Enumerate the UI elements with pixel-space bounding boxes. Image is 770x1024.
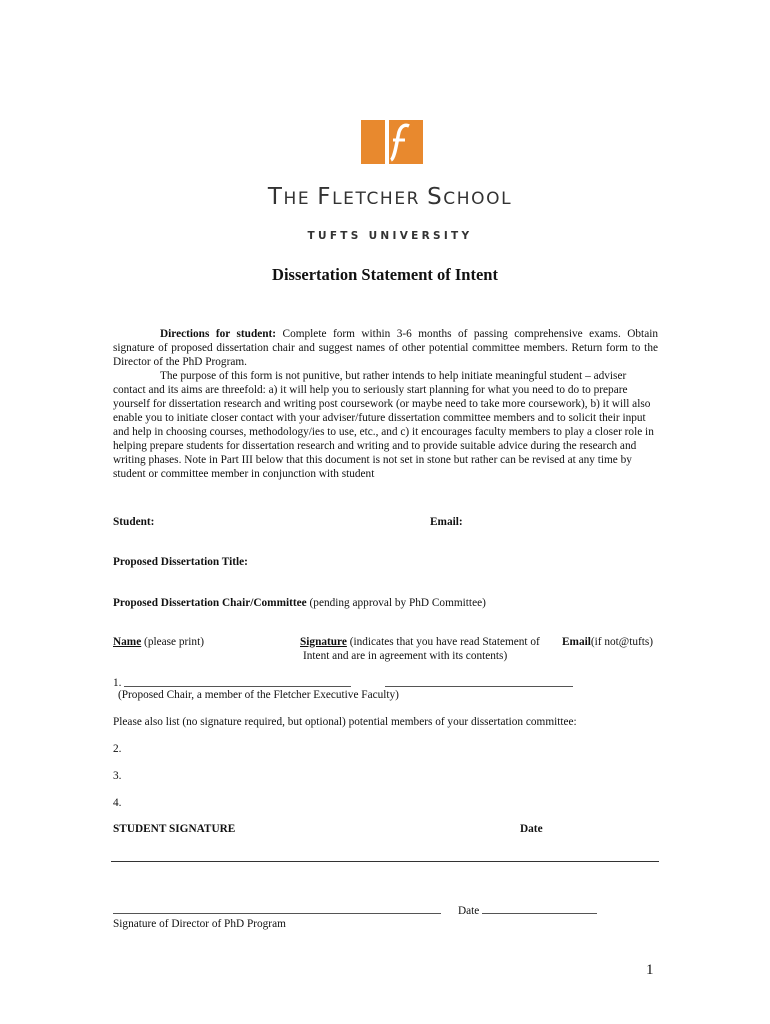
- director-date-line[interactable]: [482, 913, 597, 914]
- fletcher-logo-icon: [361, 120, 423, 164]
- signature-column-header: Signature (indicates that you have read Statement of: [300, 636, 540, 648]
- also-list-instruction: Please also list (no signature required, but optional) potential members of your dissertation committee:: [113, 716, 577, 728]
- signature-column-note: Intent and are in agreement with its contents): [303, 650, 508, 662]
- director-date-label: Date: [458, 905, 480, 917]
- university-name: TUFTS UNIVERSITY: [307, 230, 473, 242]
- school-name: THE FLETCHER SCHOOL: [267, 184, 513, 210]
- name-column-header: Name (please print): [113, 636, 204, 648]
- page-number: 1: [646, 962, 654, 978]
- directions-paragraph: Directions for student: Complete form within 3-6 months of passing comprehensive exams. Obtain signature of proposed dissertation chair and suggest names of other potential committee members. Return form to the Director of the PhD Program.: [113, 328, 658, 368]
- student-signature-line[interactable]: [111, 861, 659, 862]
- row-1-number: 1.: [113, 677, 122, 689]
- row-4-number: 4.: [113, 797, 122, 809]
- chair-name-line[interactable]: [124, 686, 351, 687]
- purpose-paragraph: The purpose of this form is not punitive, but rather intends to help initiate meaningful student – adviser contact and its aims are threefold: a) it will help you to seriously start planning for what you need to do to prepare yourself for dissertation research and writing post coursework (or maybe need to take more coursework), b) it will also enable you to initiate closer contact with your adviser/future dissertation committee members and to solicit their input and help in choosing courses, methodology/ies to use, etc., and c) it encourages faculty members to play a closer role in helping prepare students for dissertation research and writing and to provide suitable advice during the research and writing phases. Note in Part III below that this document is not set in stone but rather can be revised at any time by student or committee member in conjunction with student: [113, 370, 654, 480]
- email-column-header: Email(if not@tufts): [562, 636, 654, 648]
- director-signature-caption: Signature of Director of PhD Program: [113, 918, 286, 930]
- proposed-chair-caption: (Proposed Chair, a member of the Fletcher Executive Faculty): [118, 689, 399, 701]
- row-2-number: 2.: [113, 743, 122, 755]
- student-signature-label: STUDENT SIGNATURE: [113, 823, 236, 835]
- student-label: Student:: [113, 516, 155, 528]
- document-title: Dissertation Statement of Intent: [272, 265, 498, 284]
- chair-signature-line[interactable]: [385, 686, 573, 687]
- directions-text: [113, 327, 658, 481]
- director-signature-line[interactable]: [113, 913, 441, 914]
- student-date-label: Date: [520, 823, 543, 835]
- row-3-number: 3.: [113, 770, 122, 782]
- dissertation-title-label: Proposed Dissertation Title:: [113, 556, 248, 568]
- email-label: Email:: [430, 516, 463, 528]
- committee-heading: Proposed Dissertation Chair/Committee (pending approval by PhD Committee): [113, 597, 486, 609]
